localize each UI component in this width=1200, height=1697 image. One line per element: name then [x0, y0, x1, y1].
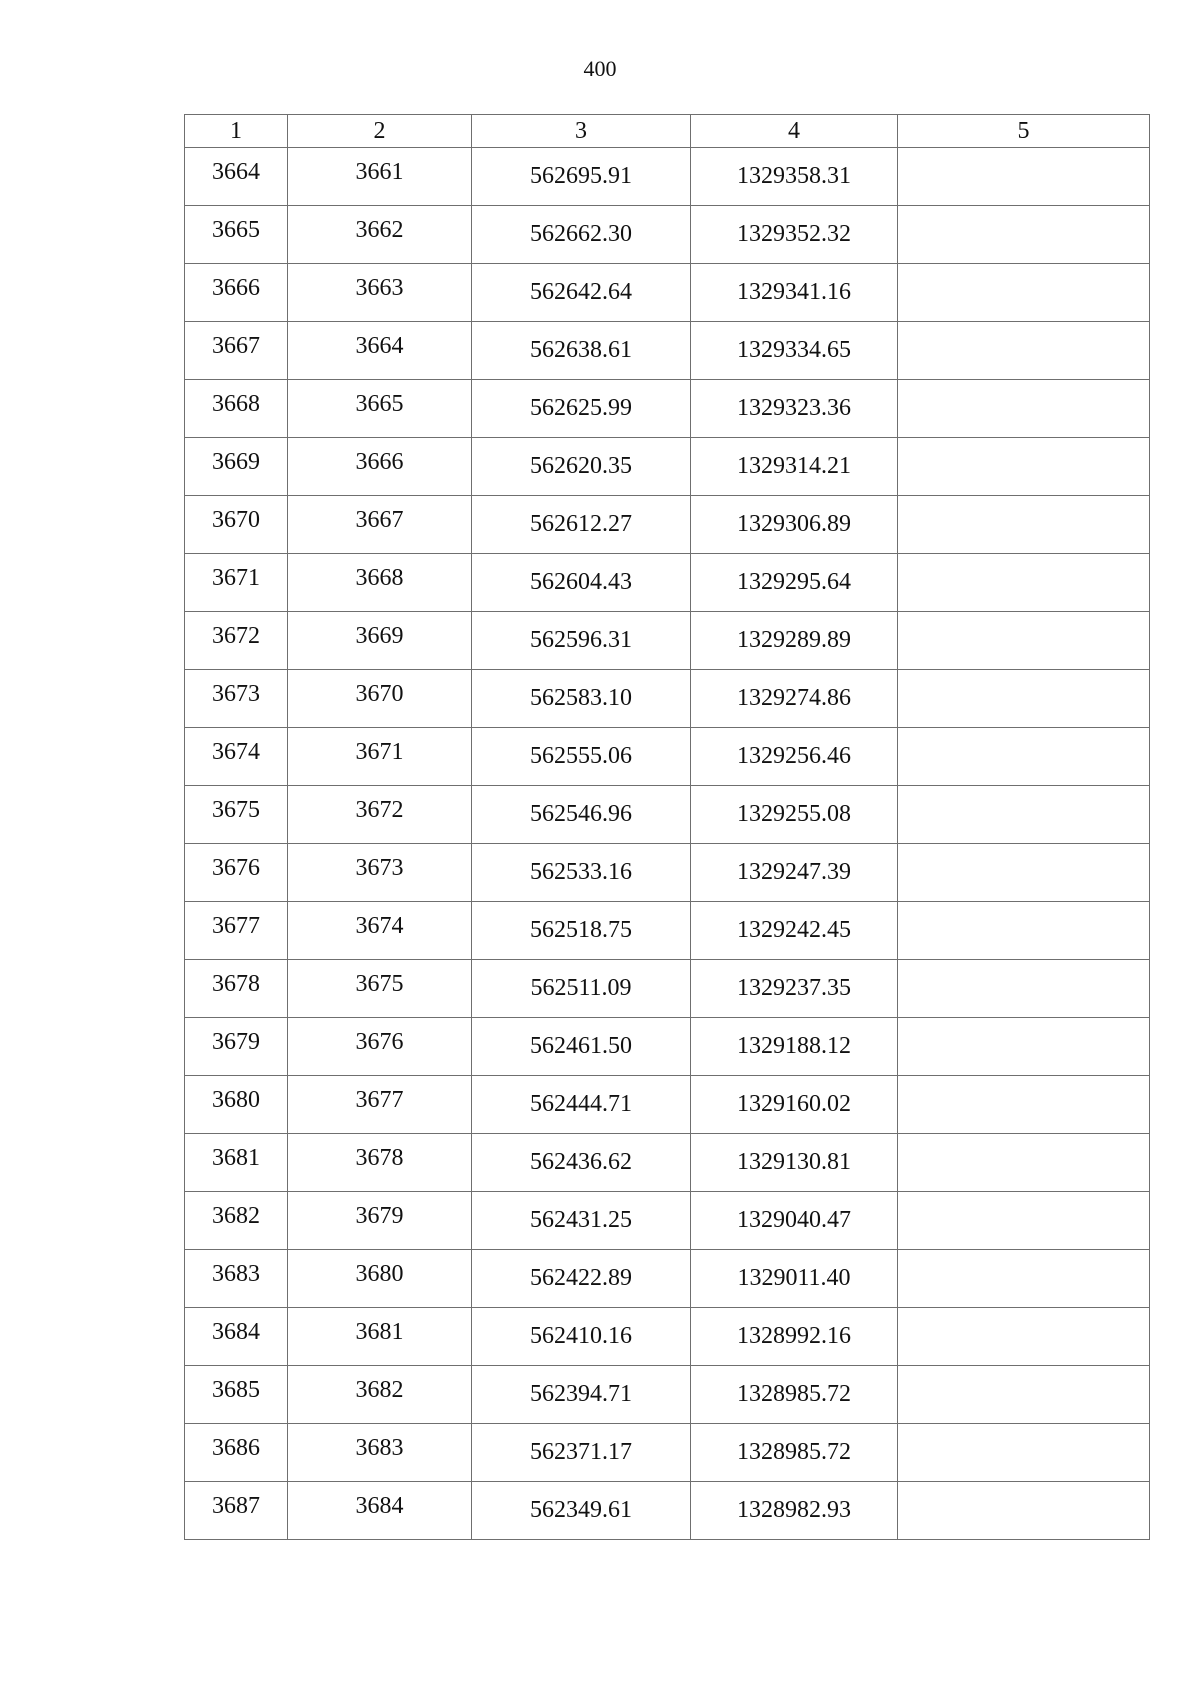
prev-point-cell: 3683	[288, 1424, 472, 1482]
prev-point-cell: 3670	[288, 670, 472, 728]
note-cell	[898, 148, 1150, 206]
point-number-cell: 3672	[185, 612, 288, 670]
table-row	[185, 1076, 1150, 1134]
table-row	[185, 1482, 1150, 1540]
x-coordinate-cell: 562461.50	[472, 1018, 691, 1076]
note-cell	[898, 1134, 1150, 1192]
x-coordinate-cell: 562662.30	[472, 206, 691, 264]
column-header: 5	[898, 115, 1150, 148]
x-coordinate-cell: 562518.75	[472, 902, 691, 960]
table-row	[185, 322, 1150, 380]
y-coordinate-cell: 1328992.16	[691, 1308, 898, 1366]
point-number-cell: 3681	[185, 1134, 288, 1192]
note-cell	[898, 380, 1150, 438]
prev-point-cell: 3674	[288, 902, 472, 960]
note-cell	[898, 1076, 1150, 1134]
y-coordinate-cell: 1329341.16	[691, 264, 898, 322]
table-row	[185, 206, 1150, 264]
point-number-cell: 3677	[185, 902, 288, 960]
note-cell	[898, 438, 1150, 496]
x-coordinate-cell: 562583.10	[472, 670, 691, 728]
table-row	[185, 554, 1150, 612]
x-coordinate-cell: 562555.06	[472, 728, 691, 786]
y-coordinate-cell: 1329011.40	[691, 1250, 898, 1308]
note-cell	[898, 1018, 1150, 1076]
y-coordinate-cell: 1328985.72	[691, 1366, 898, 1424]
prev-point-cell: 3671	[288, 728, 472, 786]
y-coordinate-cell: 1328985.72	[691, 1424, 898, 1482]
note-cell	[898, 844, 1150, 902]
point-number-cell: 3684	[185, 1308, 288, 1366]
prev-point-cell: 3662	[288, 206, 472, 264]
y-coordinate-cell: 1329188.12	[691, 1018, 898, 1076]
note-cell	[898, 206, 1150, 264]
x-coordinate-cell: 562394.71	[472, 1366, 691, 1424]
prev-point-cell: 3661	[288, 148, 472, 206]
point-number-cell: 3683	[185, 1250, 288, 1308]
point-number-cell: 3687	[185, 1482, 288, 1540]
x-coordinate-cell: 562410.16	[472, 1308, 691, 1366]
note-cell	[898, 960, 1150, 1018]
point-number-cell: 3679	[185, 1018, 288, 1076]
note-cell	[898, 786, 1150, 844]
x-coordinate-cell: 562533.16	[472, 844, 691, 902]
note-cell	[898, 1308, 1150, 1366]
note-cell	[898, 1250, 1150, 1308]
x-coordinate-cell: 562642.64	[472, 264, 691, 322]
table-header-row	[185, 115, 1150, 148]
note-cell	[898, 1482, 1150, 1540]
x-coordinate-cell: 562695.91	[472, 148, 691, 206]
table-row	[185, 728, 1150, 786]
table-row	[185, 1018, 1150, 1076]
x-coordinate-cell: 562431.25	[472, 1192, 691, 1250]
table-row	[185, 1366, 1150, 1424]
y-coordinate-cell: 1328982.93	[691, 1482, 898, 1540]
y-coordinate-cell: 1329040.47	[691, 1192, 898, 1250]
note-cell	[898, 1366, 1150, 1424]
column-header: 2	[288, 115, 472, 148]
prev-point-cell: 3679	[288, 1192, 472, 1250]
note-cell	[898, 1192, 1150, 1250]
x-coordinate-cell: 562444.71	[472, 1076, 691, 1134]
y-coordinate-cell: 1329247.39	[691, 844, 898, 902]
point-number-cell: 3673	[185, 670, 288, 728]
y-coordinate-cell: 1329352.32	[691, 206, 898, 264]
y-coordinate-cell: 1329237.35	[691, 960, 898, 1018]
y-coordinate-cell: 1329295.64	[691, 554, 898, 612]
y-coordinate-cell: 1329358.31	[691, 148, 898, 206]
prev-point-cell: 3684	[288, 1482, 472, 1540]
table-row	[185, 148, 1150, 206]
point-number-cell: 3680	[185, 1076, 288, 1134]
y-coordinate-cell: 1329334.65	[691, 322, 898, 380]
prev-point-cell: 3663	[288, 264, 472, 322]
prev-point-cell: 3675	[288, 960, 472, 1018]
point-number-cell: 3674	[185, 728, 288, 786]
note-cell	[898, 554, 1150, 612]
point-number-cell: 3678	[185, 960, 288, 1018]
x-coordinate-cell: 562612.27	[472, 496, 691, 554]
prev-point-cell: 3680	[288, 1250, 472, 1308]
y-coordinate-cell: 1329289.89	[691, 612, 898, 670]
y-coordinate-cell: 1329160.02	[691, 1076, 898, 1134]
y-coordinate-cell: 1329323.36	[691, 380, 898, 438]
table-body	[185, 148, 1150, 1540]
point-number-cell: 3676	[185, 844, 288, 902]
prev-point-cell: 3678	[288, 1134, 472, 1192]
point-number-cell: 3668	[185, 380, 288, 438]
note-cell	[898, 612, 1150, 670]
x-coordinate-cell: 562546.96	[472, 786, 691, 844]
coordinates-table	[184, 114, 1150, 1540]
table-row	[185, 844, 1150, 902]
prev-point-cell: 3672	[288, 786, 472, 844]
prev-point-cell: 3667	[288, 496, 472, 554]
x-coordinate-cell: 562349.61	[472, 1482, 691, 1540]
table-row	[185, 438, 1150, 496]
x-coordinate-cell: 562625.99	[472, 380, 691, 438]
x-coordinate-cell: 562436.62	[472, 1134, 691, 1192]
note-cell	[898, 902, 1150, 960]
column-header: 3	[472, 115, 691, 148]
table-row	[185, 960, 1150, 1018]
note-cell	[898, 264, 1150, 322]
table-row	[185, 380, 1150, 438]
note-cell	[898, 322, 1150, 380]
x-coordinate-cell: 562596.31	[472, 612, 691, 670]
table-row	[185, 1308, 1150, 1366]
prev-point-cell: 3668	[288, 554, 472, 612]
column-header: 4	[691, 115, 898, 148]
point-number-cell: 3685	[185, 1366, 288, 1424]
prev-point-cell: 3677	[288, 1076, 472, 1134]
x-coordinate-cell: 562620.35	[472, 438, 691, 496]
x-coordinate-cell: 562638.61	[472, 322, 691, 380]
point-number-cell: 3669	[185, 438, 288, 496]
prev-point-cell: 3665	[288, 380, 472, 438]
point-number-cell: 3664	[185, 148, 288, 206]
y-coordinate-cell: 1329255.08	[691, 786, 898, 844]
table-row	[185, 612, 1150, 670]
table-row	[185, 786, 1150, 844]
x-coordinate-cell: 562511.09	[472, 960, 691, 1018]
point-number-cell: 3665	[185, 206, 288, 264]
note-cell	[898, 670, 1150, 728]
y-coordinate-cell: 1329314.21	[691, 438, 898, 496]
point-number-cell: 3671	[185, 554, 288, 612]
prev-point-cell: 3676	[288, 1018, 472, 1076]
x-coordinate-cell: 562604.43	[472, 554, 691, 612]
column-header: 1	[185, 115, 288, 148]
table-row	[185, 264, 1150, 322]
y-coordinate-cell: 1329306.89	[691, 496, 898, 554]
note-cell	[898, 1424, 1150, 1482]
page-number: 400	[583, 56, 617, 81]
point-number-cell: 3666	[185, 264, 288, 322]
prev-point-cell: 3664	[288, 322, 472, 380]
x-coordinate-cell: 562371.17	[472, 1424, 691, 1482]
prev-point-cell: 3682	[288, 1366, 472, 1424]
y-coordinate-cell: 1329256.46	[691, 728, 898, 786]
table-row	[185, 1424, 1150, 1482]
prev-point-cell: 3666	[288, 438, 472, 496]
table-row	[185, 670, 1150, 728]
table-row	[185, 902, 1150, 960]
point-number-cell: 3670	[185, 496, 288, 554]
point-number-cell: 3682	[185, 1192, 288, 1250]
note-cell	[898, 496, 1150, 554]
y-coordinate-cell: 1329130.81	[691, 1134, 898, 1192]
prev-point-cell: 3669	[288, 612, 472, 670]
x-coordinate-cell: 562422.89	[472, 1250, 691, 1308]
table-row	[185, 1134, 1150, 1192]
note-cell	[898, 728, 1150, 786]
point-number-cell: 3675	[185, 786, 288, 844]
table-row	[185, 496, 1150, 554]
prev-point-cell: 3681	[288, 1308, 472, 1366]
point-number-cell: 3667	[185, 322, 288, 380]
prev-point-cell: 3673	[288, 844, 472, 902]
point-number-cell: 3686	[185, 1424, 288, 1482]
y-coordinate-cell: 1329242.45	[691, 902, 898, 960]
table-row	[185, 1192, 1150, 1250]
y-coordinate-cell: 1329274.86	[691, 670, 898, 728]
table-row	[185, 1250, 1150, 1308]
